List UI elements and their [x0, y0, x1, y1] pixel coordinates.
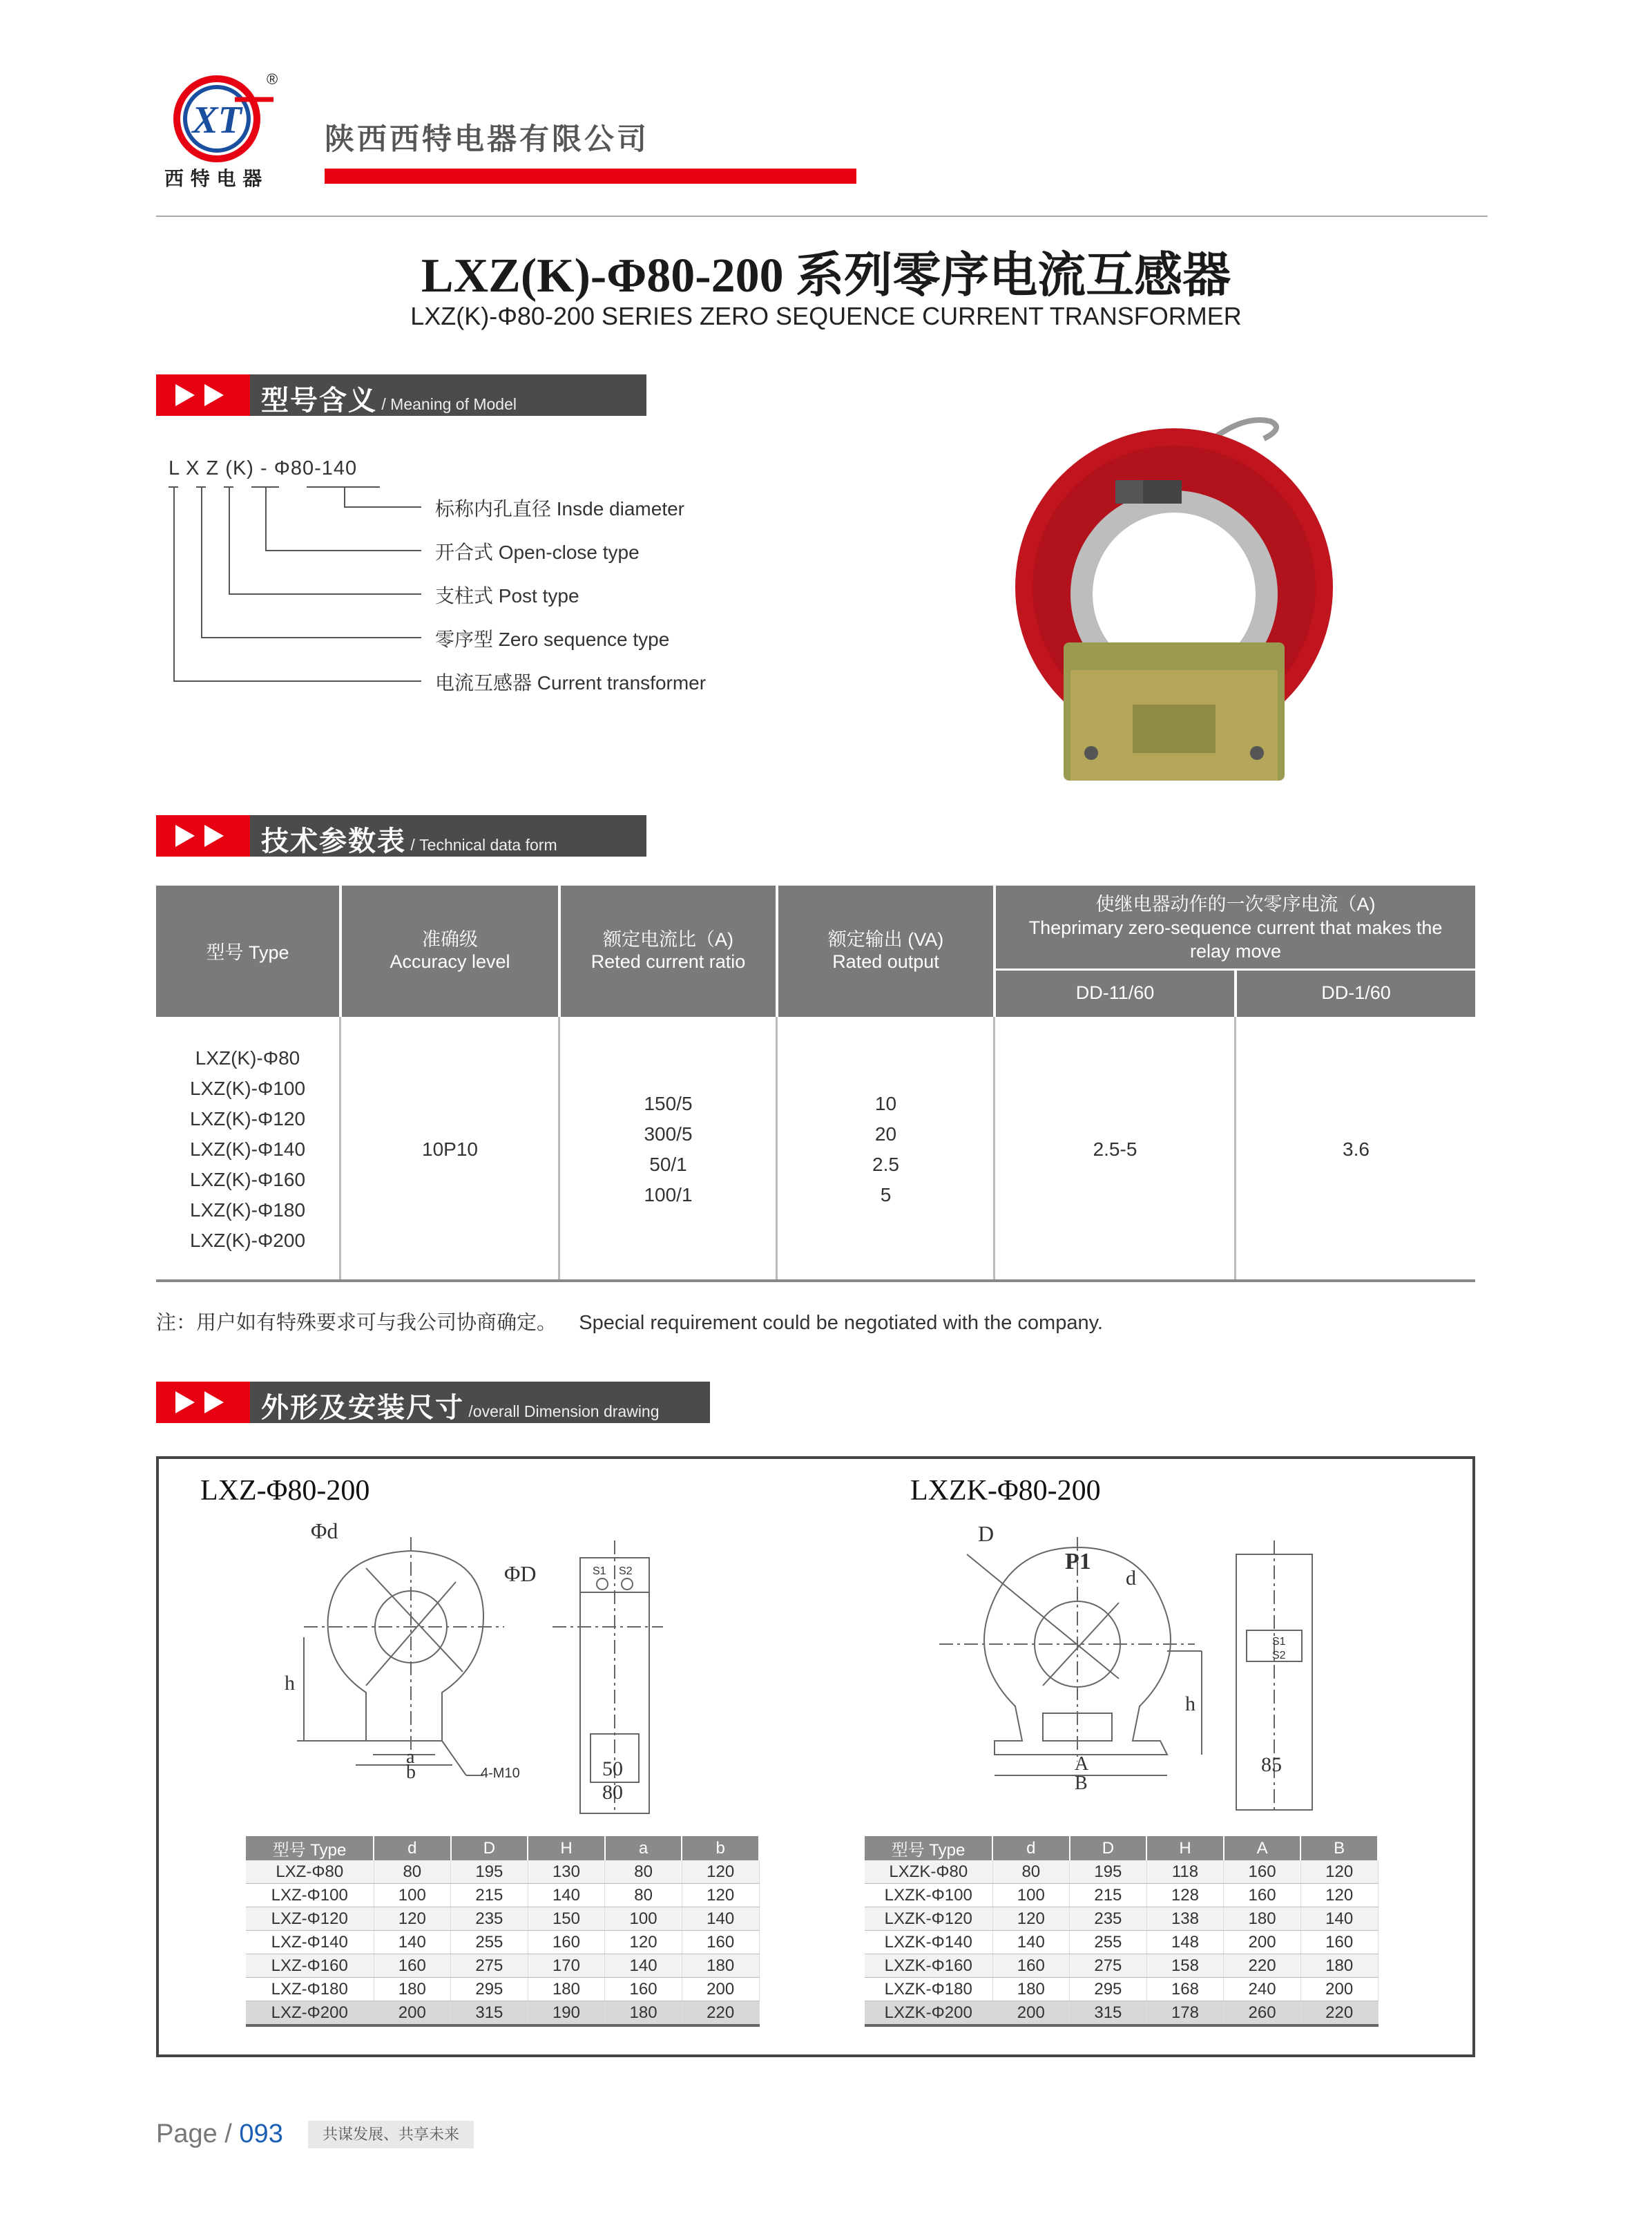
meaning-label-post: 支柱式 Post type [435, 585, 579, 607]
table-row: LXZ-Φ120 120 235 150 100 140 [246, 1907, 759, 1931]
table-row: LXZ-Φ100 100 215 140 80 120 [246, 1884, 759, 1907]
table-row: LXZ(K)-Φ120 [189, 1108, 306, 1129]
label-width-85: 85 [1261, 1753, 1282, 1776]
table-cell: 150/5 [644, 1093, 693, 1114]
th-output-en: Rated output [832, 951, 939, 972]
header-divider [156, 216, 1488, 217]
column-header: A [1224, 1836, 1301, 1860]
lxz-dimension-table [246, 1836, 760, 2027]
double-arrow-icon [156, 374, 250, 416]
meaning-label-zero-sequence: 零序型 Zero sequence type [435, 629, 670, 650]
label-width-50: 50 [602, 1757, 623, 1780]
company-logo [163, 69, 301, 193]
drawing-title-lxzk: LXZK-Φ80-200 [910, 1475, 1101, 1507]
footer-slogan: 共谋发展、共享未来 [308, 2121, 474, 2148]
table-row: LXZK-Φ120 120 235 138 180 140 [865, 1907, 1378, 1931]
meaning-label-diameter: 标称内孔直径 Insde diameter [435, 498, 684, 519]
table-row: LXZK-Φ200 200 315 178 260 220 [865, 2001, 1378, 2026]
table-row: LXZ(K)-Φ160 [189, 1169, 306, 1190]
label-h: h [285, 1672, 295, 1695]
th-relay-cn: 使继电器动作的一次零序电流（A) [1095, 894, 1376, 915]
table-row: LXZ-Φ80 80 195 130 80 120 [246, 1860, 759, 1884]
footnote: 注：用户如有特殊要求可与我公司协商确定。 Special requirement could be negotiated with the company. [156, 1312, 1103, 1334]
tt-ratios [561, 1089, 776, 1210]
table-row: LXZ(K)-Φ100 [189, 1078, 306, 1099]
label-d: d [1126, 1567, 1136, 1590]
section-header-tech: 技术参数表 / Technical data form [156, 815, 646, 857]
label-b: b [406, 1762, 416, 1783]
logo-registered: ® [267, 70, 278, 88]
tt-relay1-value: 2.5-5 [1093, 1138, 1137, 1160]
label-A: A [1075, 1753, 1089, 1775]
label-s1: S1 [593, 1565, 606, 1577]
th-ratio-cn: 额定电流比（A) [603, 929, 733, 950]
model-code: L X Z (K) - Φ80-140 [169, 457, 358, 479]
product-photo [995, 408, 1354, 794]
table-cell: 300/5 [644, 1123, 693, 1145]
tt-accuracy: 10P10 [422, 1138, 478, 1160]
table-cell: 2.5 [872, 1154, 899, 1175]
column-header: H [1146, 1836, 1224, 1860]
column-header: d [992, 1836, 1070, 1860]
label-mount: 4-M10 [481, 1766, 520, 1781]
page-subtitle: LXZ(K)-Φ80-200 SERIES ZERO SEQUENCE CURRENT TRANSFORMER [410, 302, 1242, 330]
column-header: 型号 Type [865, 1836, 992, 1860]
label-width-80: 80 [602, 1781, 623, 1804]
column-header: a [605, 1836, 682, 1860]
table-row: LXZK-Φ140 140 255 148 200 160 [865, 1931, 1378, 1954]
th-relay-dd11: DD-11/60 [1075, 982, 1155, 1003]
table-row: LXZ-Φ160 160 275 170 140 180 [246, 1954, 759, 1978]
table-row: LXZK-Φ180 180 295 168 240 200 [865, 1978, 1378, 2001]
table-row: LXZ(K)-Φ140 [189, 1138, 306, 1160]
label-h: h [1185, 1692, 1195, 1715]
header-red-bar [325, 169, 856, 184]
table-row: LXZK-Φ160 160 275 158 220 180 [865, 1954, 1378, 1978]
company-name: 陕西西特电器有限公司 [325, 123, 649, 156]
column-header: D [451, 1836, 528, 1860]
lxzk-dimension-table [865, 1836, 1379, 2027]
table-row: LXZ(K)-Φ180 [189, 1199, 306, 1221]
table-row: LXZK-Φ100 100 215 128 160 120 [865, 1884, 1378, 1907]
column-header: H [528, 1836, 605, 1860]
section-header-dimensions: 外形及安装尺寸 /overall Dimension drawing [156, 1382, 710, 1423]
th-relay-en: Theprimary zero-sequence current that makes the [1028, 917, 1443, 938]
page-number: Page / 093 [156, 2119, 283, 2148]
th-accuracy-en: Accuracy level [390, 951, 510, 972]
table-row: LXZK-Φ80 80 195 118 160 120 [865, 1860, 1378, 1884]
table-row: LXZ(K)-Φ200 [189, 1230, 306, 1251]
tt-relay2-value: 3.6 [1343, 1138, 1370, 1160]
label-s2: S2 [1272, 1650, 1286, 1661]
th-ratio-en: Reted current ratio [590, 951, 746, 972]
column-header: 型号 Type [246, 1836, 374, 1860]
tt-models [156, 1043, 339, 1256]
page-title: LXZ(K)-Φ80-200 系列零序电流互感器 [421, 249, 1231, 303]
column-header: D [1070, 1836, 1147, 1860]
label-D: ΦD [504, 1561, 537, 1586]
th-type: 型号 Type [206, 942, 289, 963]
label-a: a [406, 1746, 415, 1768]
label-D: D [978, 1521, 995, 1546]
meaning-label-open-close: 开合式 Open-close type [435, 542, 640, 563]
logo-mark: XT [192, 99, 242, 142]
th-relay-dd1: DD-1/60 [1321, 982, 1391, 1003]
table-cell: 100/1 [644, 1184, 693, 1205]
table-row: LXZ-Φ140 140 255 160 120 160 [246, 1931, 759, 1954]
label-s2: S2 [619, 1565, 633, 1577]
lxz-outline-drawing [276, 1518, 663, 1817]
tt-outputs [778, 1089, 993, 1210]
th-accuracy-cn: 准确级 [422, 929, 478, 950]
table-row: LXZ-Φ180 180 295 180 160 200 [246, 1978, 759, 2001]
table-cell: 10 [874, 1093, 897, 1114]
table-cell: 50/1 [649, 1154, 687, 1175]
label-d: Φd [311, 1518, 338, 1543]
label-s1: S1 [1272, 1636, 1286, 1648]
label-P1: P1 [1065, 1549, 1091, 1574]
label-B: B [1075, 1773, 1088, 1794]
logo-caption: 西 特 电 器 [164, 167, 262, 190]
double-arrow-icon [156, 815, 250, 857]
th-output-cn: 额定输出 (VA) [827, 929, 944, 950]
double-arrow-icon [156, 1382, 250, 1423]
meaning-label-current-transformer: 电流互感器 Current transformer [435, 672, 707, 694]
table-row: LXZ(K)-Φ80 [195, 1047, 300, 1069]
column-header: b [682, 1836, 759, 1860]
table-cell: 20 [874, 1123, 897, 1145]
table-cell: 5 [880, 1184, 892, 1205]
section-header-meaning: 型号含义 / Meaning of Model [156, 374, 646, 416]
th-relay-en-2: relay move [1189, 941, 1282, 962]
drawing-title-lxz: LXZ-Φ80-200 [200, 1475, 370, 1507]
lxzk-outline-drawing [939, 1521, 1354, 1817]
table-row: LXZ-Φ200 200 315 190 180 220 [246, 2001, 759, 2026]
column-header: B [1300, 1836, 1378, 1860]
column-header: d [374, 1836, 451, 1860]
